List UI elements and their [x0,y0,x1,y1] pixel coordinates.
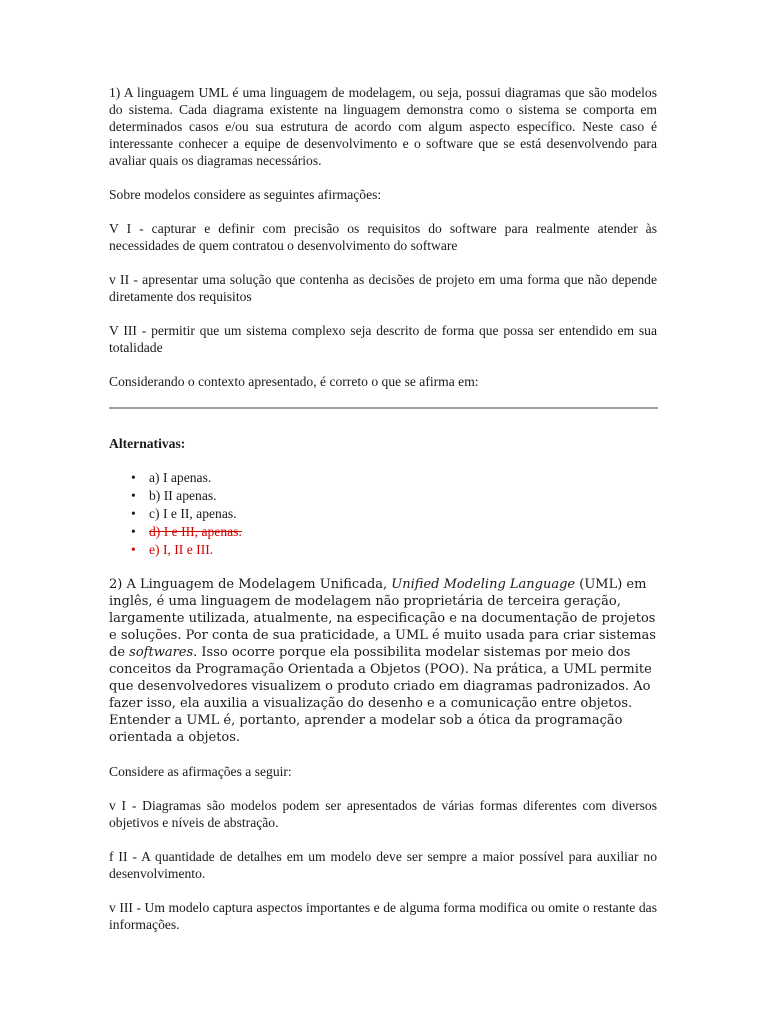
question-1-statement-1: V I - capturar e definir com precisão os requisitos do software para realmente atender às necessidades de quem contratou o desenvolvimento do software [109,221,657,253]
question-2-emphasis: Unified Modeling Language [391,577,576,592]
question-2-emphasis: softwares [129,645,194,660]
question-1-lead: Sobre modelos considere as seguintes afirmações: [109,187,382,202]
question-1-intro: 1) A linguagem UML é uma linguagem de modelagem, ou seja, possui diagramas que são modelos do sistema. Cada diagrama existente na linguagem demonstra como o sistema se comporta em determinados casos e/ou sua estrutura de acordo com algum aspecto específico. Neste caso é interessante conhecer a equipe de desenvolvimento e o software que se está desenvolvendo para avaliar quais os diagramas necessários. [109,85,657,168]
question-2-lead: Considere as afirmações a seguir: [109,764,292,779]
bullet-icon: • [131,524,136,539]
question-1-statement-2: v II - apresentar uma solução que contenha as decisões de projeto em uma forma que não depende diretamente dos requisitos [109,272,657,304]
bullet-icon: • [131,542,136,557]
question-1-statement-3: V III - permitir que um sistema complexo seja descrito de forma que possa ser entendido em sua totalidade [109,323,657,355]
alternative-label: c) I e II, apenas. [149,506,237,521]
bullet-icon: • [131,470,136,485]
question-2-statement-2: f II - A quantidade de detalhes em um modelo deve ser sempre a maior possível para auxiliar no desenvolvimento. [109,849,657,881]
alternative-c[interactable] [109,505,657,523]
question-2-intro [109,576,657,746]
alternative-label-marked: e) I, II e III. [149,542,214,557]
alternative-label: b) II apenas. [149,488,217,503]
alternative-b[interactable] [109,487,657,505]
alternatives-list [109,469,657,559]
alternative-a[interactable] [109,469,657,487]
question-2-statement-3: v III - Um modelo captura aspectos importantes e de alguma forma modifica ou omite o restante das informações. [109,900,657,932]
document-page [109,84,657,950]
alternative-e-marked[interactable] [109,541,657,559]
alternative-d-struck[interactable] [109,523,657,541]
question-2-text-part: (UML) em inglês, é uma linguagem de modelagem não proprietária de terceira geração, largamente utilizada, atualmente, na especificação e na documentação de projetos e soluções. Por conta de sua praticidade, a UML é muito usada para criar sistemas de [109,577,656,660]
question-2-text-part: . Isso ocorre porque ela possibilita modelar sistemas por meio dos conceitos da Programação Orientada a Objetos (POO). Na prática, a UML permite que desenvolvedores visualizem o produto criado em diagramas padronizados. Ao fazer isso, ela auxilia a visualização do desenho e a comunicação entre objetos. Entender a UML é, portanto, aprender a modelar sob a ótica da programação orientada a objetos. [109,645,652,745]
horizontal-divider [109,407,658,409]
alternatives-heading: Alternativas: [109,436,186,451]
bullet-icon: • [131,488,136,503]
bullet-icon: • [131,506,136,521]
question-1-prompt: Considerando o contexto apresentado, é correto o que se afirma em: [109,374,479,389]
alternative-label-struck: d) I e III, apenas. [149,524,242,539]
alternative-label: a) I apenas. [149,470,212,485]
question-2-text-part: 2) A Linguagem de Modelagem Unificada, [109,577,392,592]
question-2-statement-1: v I - Diagramas são modelos podem ser apresentados de várias formas diferentes com diversos objetivos e níveis de abstração. [109,798,657,830]
